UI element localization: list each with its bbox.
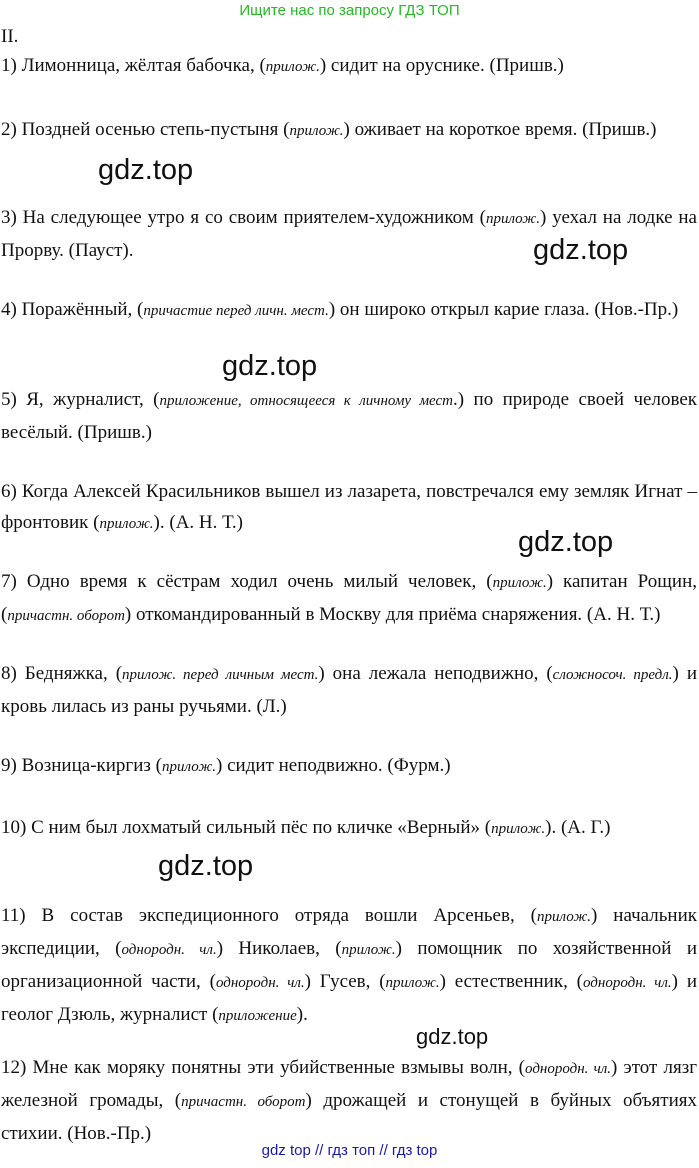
watermark: gdz.top bbox=[518, 526, 614, 558]
watermark: gdz.top bbox=[158, 850, 254, 882]
footer-links: gdz top // гдз топ // гдз top bbox=[261, 1142, 438, 1159]
watermark: gdz.top bbox=[533, 234, 629, 266]
exercise-item-4: 4) Поражённый, (причастие перед личн. мест.) он широко открыл карие глаза. (Нов.-Пр.) bbox=[1, 299, 679, 320]
search-banner: Ищите нас по запросу ГДЗ ТОП bbox=[239, 2, 460, 19]
exercise-item-6: 6) Когда Алексей Красильников вышел из лазарета, повстречался ему земляк Игнат – фронтовик (прилож.). (А. Н. Т.) bbox=[1, 481, 697, 533]
exercise-item-5: 5) Я, журналист, (приложение, относящееся к личному мест.) по природе своей человек весёлый. (Пришв.) bbox=[1, 389, 697, 443]
section-heading: II. bbox=[1, 26, 19, 47]
exercise-item-3: 3) На следующее утро я со своим приятелем-художником (прилож.) уехал на лодке на Прорву. (Пауст). bbox=[1, 207, 697, 261]
watermark: gdz.top bbox=[416, 1024, 489, 1049]
exercise-item-9: 9) Возница-киргиз (прилож.) сидит неподвижно. (Фурм.) bbox=[1, 755, 451, 776]
watermark: gdz.top bbox=[222, 350, 318, 382]
exercise-item-10: 10) С ним был лохматый сильный пёс по кличке «Верный» (прилож.). (А. Г.) bbox=[1, 817, 611, 838]
exercise-item-2: 2) Поздней осенью степь-пустыня (прилож.) оживает на короткое время. (Пришв.) bbox=[1, 119, 657, 140]
exercise-item-1: 1) Лимонница, жёлтая бабочка, (прилож.) сидит на оруснике. (Пришв.) bbox=[1, 55, 564, 76]
exercise-item-11: 11) В состав экспедиционного отряда вошли Арсеньев, (прилож.) начальник экспедиции, (однородн. чл.) Николаев, (прилож.) помощник по хозяйственной и организационной части, (однородн. чл.) Гусев, (прилож.) естественник, (однородн. чл.) и геолог Дзюль, журналист (приложение). bbox=[1, 905, 697, 1025]
exercise-item-7: 7) Одно время к сёстрам ходил очень милый человек, (прилож.) капитан Рощин, (причастн. оборот) откомандированный в Москву для приёма снаряжения. (А. Н. Т.) bbox=[1, 571, 697, 625]
watermark: gdz.top bbox=[98, 154, 194, 186]
exercise-item-12: 12) Мне как моряку понятны эти убийственные взмывы волн, (однородн. чл.) этот лязг железной громады, (причастн. оборот) дрожащей и стонущей в буйных объятиях стихии. (Нов.-Пр.) bbox=[1, 1057, 697, 1144]
exercise-item-8: 8) Бедняжка, (прилож. перед личным мест.) она лежала неподвижно, (сложносоч. предл.) и кровь лилась из раны ручьями. (Л.) bbox=[1, 663, 697, 717]
